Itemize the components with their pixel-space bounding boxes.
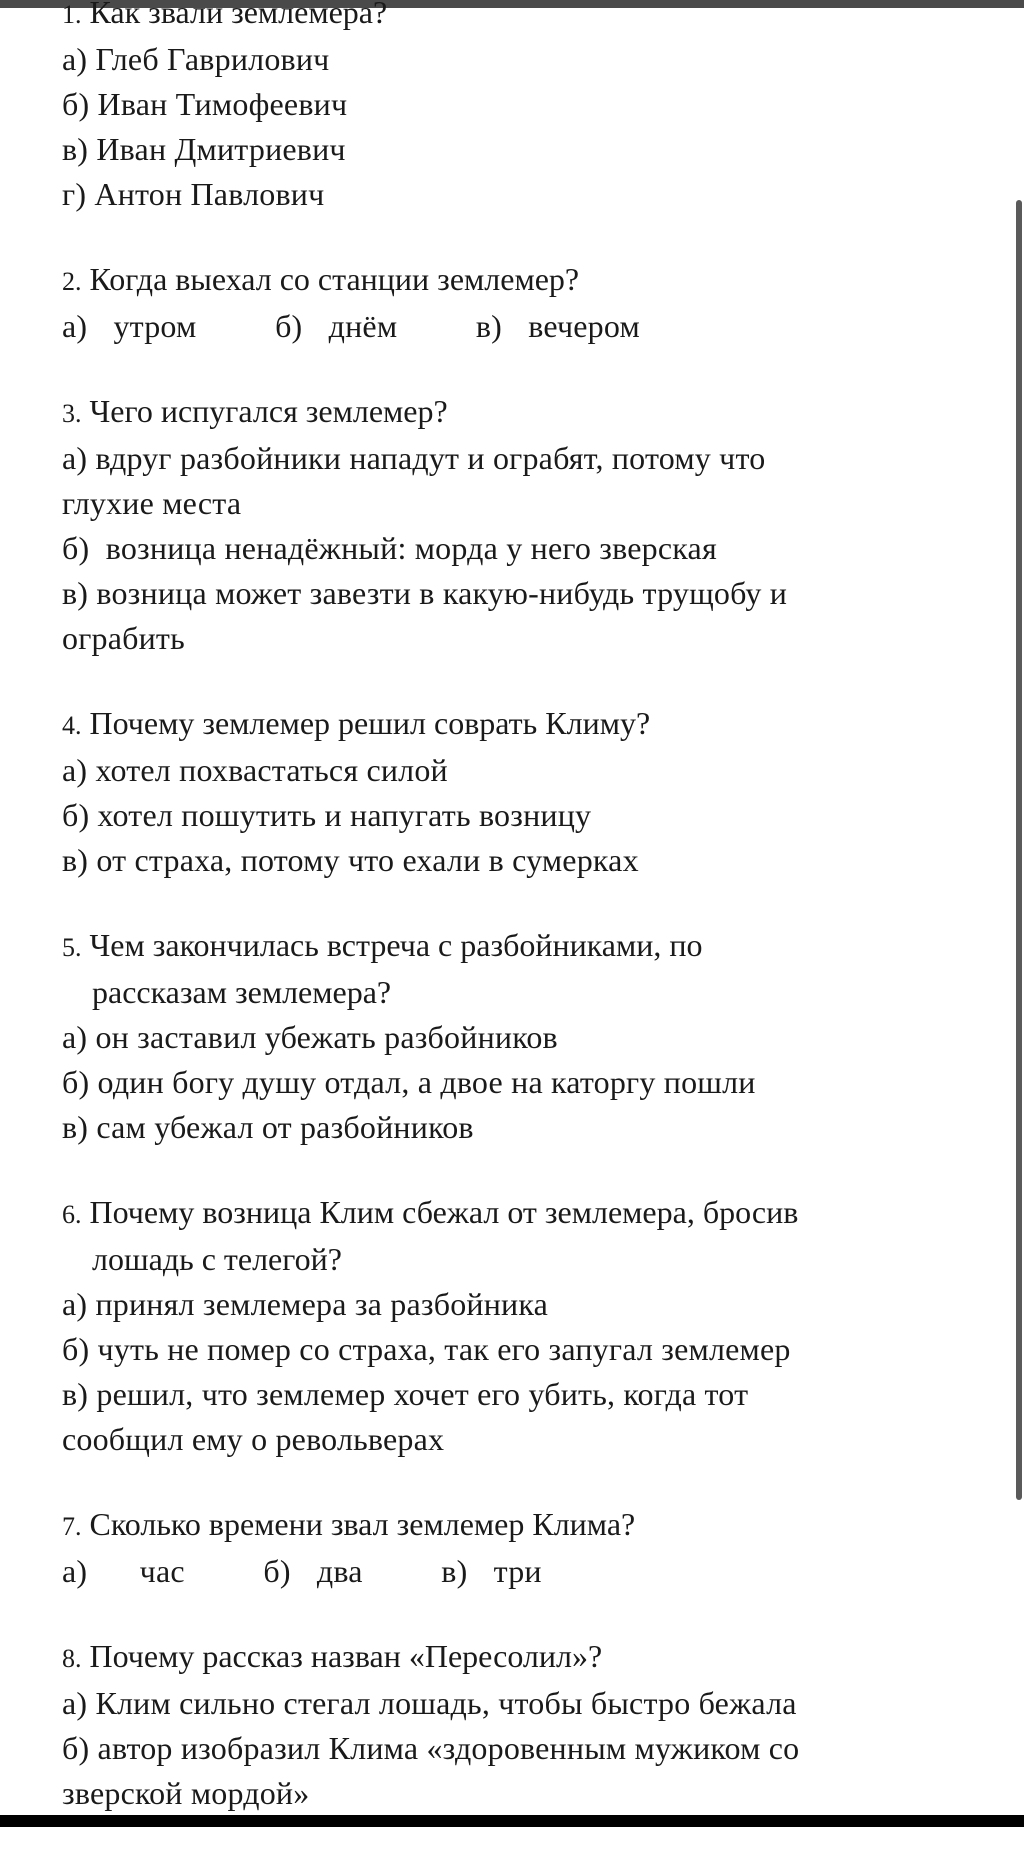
question-5 [62, 923, 962, 1150]
question-4-text: 4. Почему землемер решил соврать Климу? [62, 705, 651, 741]
question-1-text: 1. Как звали землемера? [62, 0, 388, 30]
question-1-option-b: б) Иван Тимофеевич [62, 86, 348, 122]
question-5-option-c: в) сам убежал от разбойников [62, 1109, 474, 1145]
question-2-options: а) утром б) днём в) вечером [62, 308, 640, 344]
question-4-option-b: б) хотел пошутить и напугать возницу [62, 797, 592, 833]
question-5-text-cont: рассказам землемера? [92, 974, 392, 1010]
question-6-option-b: б) чуть не помер со страха, так его запугал землемер [62, 1331, 791, 1367]
question-6 [62, 1190, 962, 1462]
question-1-option-a: а) Глеб Гаврилович [62, 41, 330, 77]
question-6-text-cont: лошадь с телегой? [92, 1241, 342, 1277]
question-5-option-b: б) один богу душу отдал, а двое на каторгу пошли [62, 1064, 756, 1100]
question-3-option-a-cont: глухие места [62, 485, 242, 521]
bottom-edge-bar [0, 1815, 1024, 1827]
question-2 [62, 257, 962, 349]
question-3-option-c-cont: ограбить [62, 620, 185, 656]
scrollbar[interactable] [1016, 200, 1022, 1500]
question-6-option-c-cont: сообщил ему о револьверах [62, 1421, 445, 1457]
question-1-option-c: в) Иван Дмитриевич [62, 131, 346, 167]
question-7 [62, 1502, 962, 1594]
question-3-option-a: а) вдруг разбойники нападут и ограбят, потому что [62, 440, 766, 476]
question-5-option-a: а) он заставил убежать разбойников [62, 1019, 558, 1055]
question-1-option-d: г) Антон Павлович [62, 176, 325, 212]
question-8 [62, 1634, 962, 1816]
question-1 [62, 0, 962, 217]
question-4 [62, 701, 962, 883]
question-7-options: а) час б) два в) три [62, 1553, 542, 1589]
question-3-option-c: в) возница может завезти в какую-нибудь трущобу и [62, 575, 788, 611]
question-4-option-a: а) хотел похвастаться силой [62, 752, 448, 788]
question-3-text: 3. Чего испугался землемер? [62, 393, 448, 429]
question-6-option-c: в) решил, что землемер хочет его убить, когда тот [62, 1376, 749, 1412]
question-2-text: 2. Когда выехал со станции землемер? [62, 261, 580, 297]
question-6-text: 6. Почему возница Клим сбежал от землемера, бросив [62, 1194, 799, 1230]
question-7-text: 7. Сколько времени звал землемер Клима? [62, 1506, 636, 1542]
question-8-text: 8. Почему рассказ назван «Пересолил»? [62, 1638, 603, 1674]
question-4-option-c: в) от страха, потому что ехали в сумерках [62, 842, 639, 878]
question-3-option-b: б) возница ненадёжный: морда у него зверская [62, 530, 717, 566]
question-3 [62, 389, 962, 661]
question-6-option-a: а) принял землемера за разбойника [62, 1286, 549, 1322]
question-5-text: 5. Чем закончилась встреча с разбойниками, по [62, 927, 703, 963]
question-8-option-a: а) Клим сильно стегал лошадь, чтобы быстро бежала [62, 1685, 797, 1721]
question-8-option-b-cont: зверской мордой» [62, 1775, 310, 1811]
quiz-document [62, 0, 962, 1856]
question-8-option-b: б) автор изобразил Клима «здоровенным мужиком со [62, 1730, 800, 1766]
